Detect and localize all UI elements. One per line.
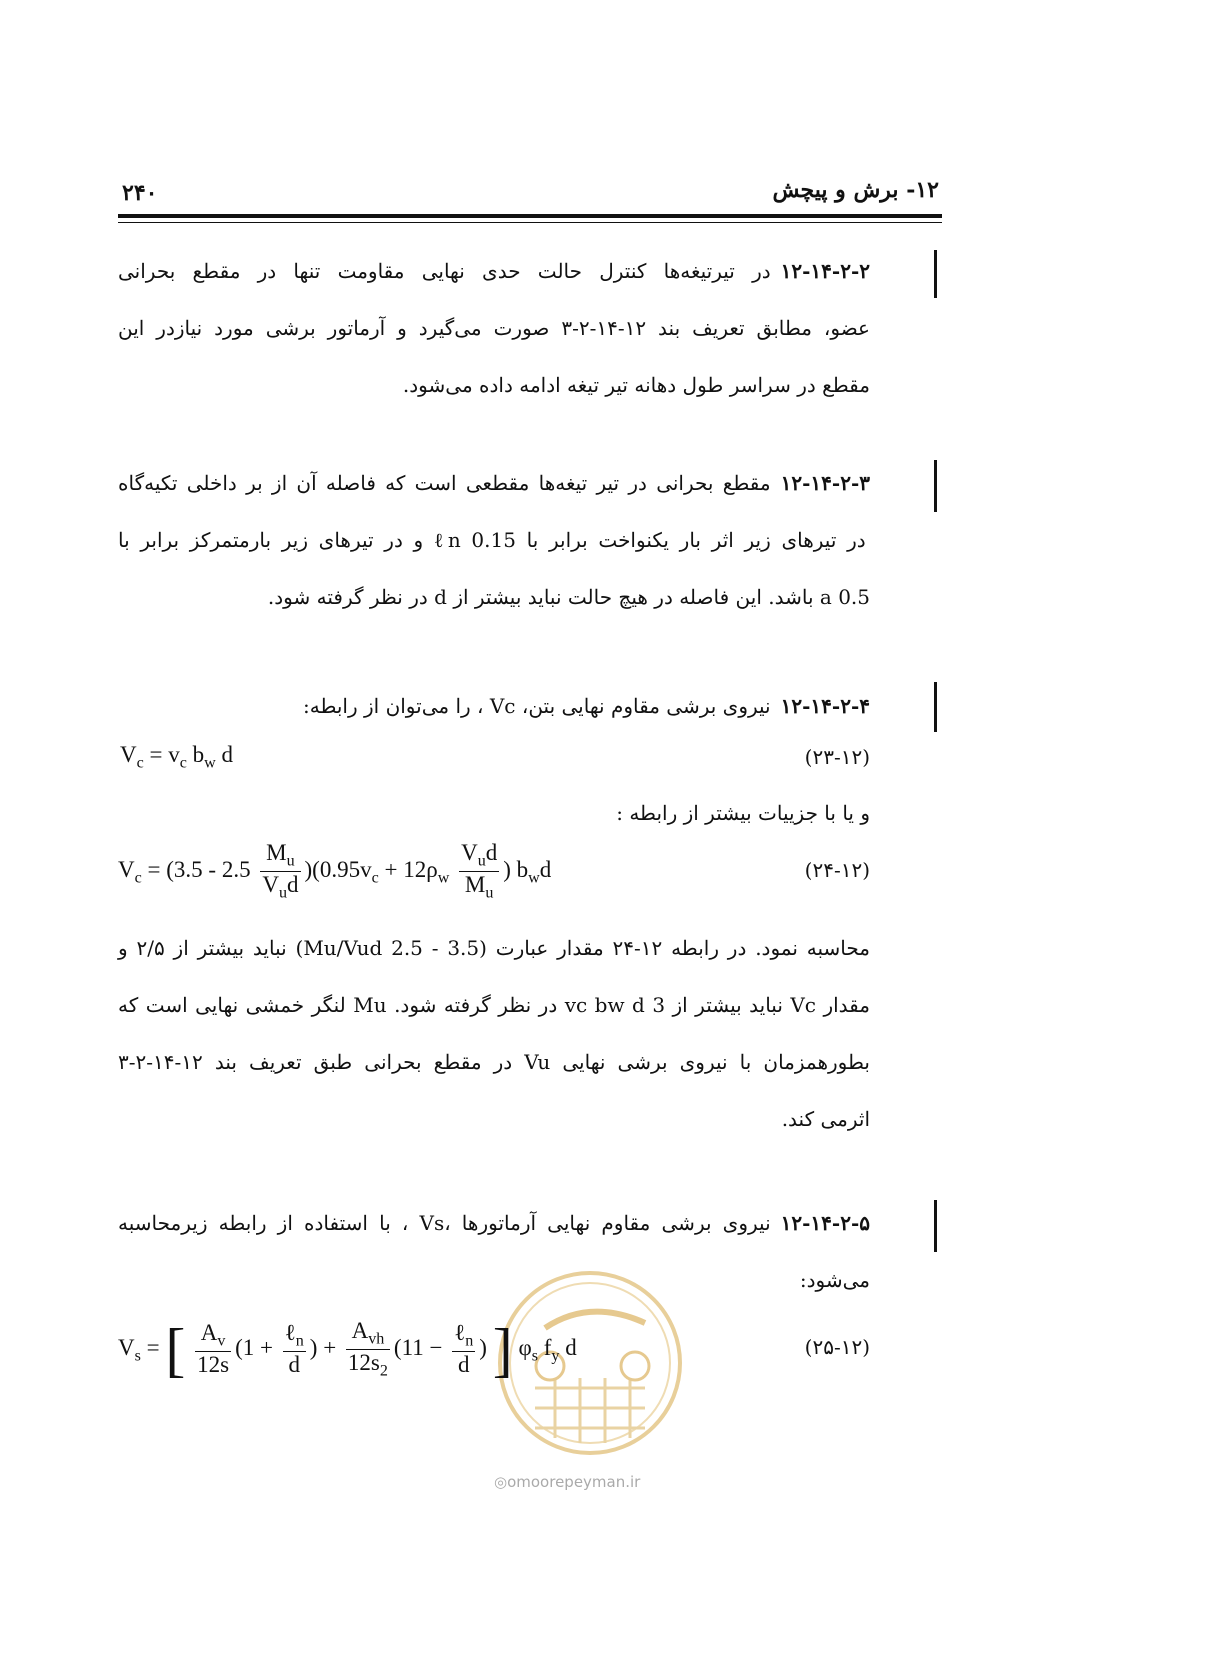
change-bar: [934, 250, 937, 298]
text-line: اثرمی کند.: [781, 1107, 870, 1131]
text-line: عضو، مطابق تعریف بند ۱۲-۱۴-۲-۳ صورت می‌گیرد و آرماتور برشی مورد نیازدر این: [118, 316, 870, 340]
chapter-title: ۱۲- برش و پیچش: [772, 177, 939, 203]
equation-number: (۲۴-۱۲): [804, 858, 870, 882]
fraction: $\frac{A_{vh}}{12s_2}$: [347, 1318, 388, 1380]
fraction: $\frac{\ell_n}{d}$: [454, 1320, 474, 1378]
page-number: ۲۴۰: [122, 180, 158, 206]
text-line: در تیرهای زیر اثر بار یکنواخت برابر با 0.15 ℓn و در تیرهای زیر بارمتمرکز برابر با: [118, 528, 866, 552]
paragraph-discussion: [118, 920, 870, 1148]
right-bracket: ]: [492, 1316, 513, 1383]
fraction: $\frac{\ell_n}{d}$: [284, 1320, 304, 1378]
text-line: می‌شود:: [799, 1268, 870, 1292]
header-rule-thick: [118, 214, 942, 218]
change-bar: [934, 460, 937, 512]
fraction: $\frac{M_u}{V_ud}$: [262, 840, 299, 902]
equation-24: $V_c = (3.5 - 2.5$ $\frac{M_u}{V_ud}$ )($0.95v_c + 12\rho_w$ $\frac{V_ud}{M_u}$ ) $b_wd$: [118, 840, 552, 902]
fraction: $\frac{V_ud}{M_u}$: [461, 840, 498, 902]
paragraph-12-14-2-3: [118, 455, 870, 626]
clause-number: ۱۲-۱۴-۲-۵: [780, 1211, 870, 1235]
text-line: مقطع بحرانی در تیر تیغه‌ها مقطعی است که فاصله آن از بر داخلی تکیه‌گاه: [118, 471, 771, 495]
equation-23: $V_c = v_c$ $b_w$ d: [120, 742, 234, 772]
equation-25: $V_s$ = [ $\frac{A_v}{12s}$ (1 + $\frac{\ell_n}{d}$ ) + $\frac{A_{vh}}{12s_2}$ (11 − $\frac{\ell_n}{d}$ ) ] $\varphi_s$ $f_y$ d: [118, 1316, 577, 1383]
clause-number: ۱۲-۱۴-۲-۲: [780, 259, 870, 283]
equation-number: (۲۵-۱۲): [804, 1335, 870, 1359]
text-line: محاسبه نمود. در رابطه ۱۲-۲۴ مقدار عبارت (3.5 - 2.5 Mu/Vud) نباید بیشتر از ۲/۵ و: [118, 936, 870, 960]
watermark-url: ◎omoorepeyman.ir: [494, 1473, 641, 1491]
paragraph-12-14-2-5: [118, 1195, 870, 1309]
equation-number: (۲۳-۱۲): [804, 745, 870, 769]
text-line: نیروی برشی مقاوم نهایی آرماتورها ،Vs ، با استفاده از رابطه زیرمحاسبه: [118, 1211, 771, 1235]
clause-number: ۱۲-۱۴-۲-۴: [780, 694, 870, 718]
text-line: بطورهمزمان با نیروی برشی نهایی Vu در مقطع بحرانی طبق تعریف بند ۱۲-۱۴-۲-۳: [118, 1050, 870, 1074]
text-line: نیروی برشی مقاوم نهایی بتن، Vc ، را می‌توان از رابطه:: [302, 694, 771, 718]
fraction: $\frac{A_v}{12s}$: [197, 1320, 230, 1378]
change-bar: [934, 1200, 937, 1252]
text-line: مقدار Vc نباید بیشتر از 3 vc bw d در نظر گرفته شود. Mu لنگر خمشی نهایی است که: [118, 993, 871, 1017]
change-bar: [934, 682, 937, 732]
paragraph-12-14-2-4: [118, 678, 870, 735]
paragraph-12-14-2-2: [118, 243, 870, 414]
left-bracket: [: [165, 1316, 186, 1383]
text-line: و یا با جزییات بیشتر از رابطه :: [616, 801, 870, 825]
text-line: 0.5 a باشد. این فاصله در هیچ حالت نباید بیشتر از d در نظر گرفته شود.: [267, 585, 870, 609]
clause-number: ۱۲-۱۴-۲-۳: [780, 471, 870, 495]
text-line: در تیرتیغه‌ها کنترل حالت حدی نهایی مقاومت تنها در مقطع بحرانی: [118, 259, 771, 283]
text-line: مقطع در سراسر طول دهانه تیر تیغه ادامه داده می‌شود.: [402, 373, 870, 397]
paragraph-continuation: [118, 785, 870, 842]
header-rule-thin: [118, 222, 942, 223]
